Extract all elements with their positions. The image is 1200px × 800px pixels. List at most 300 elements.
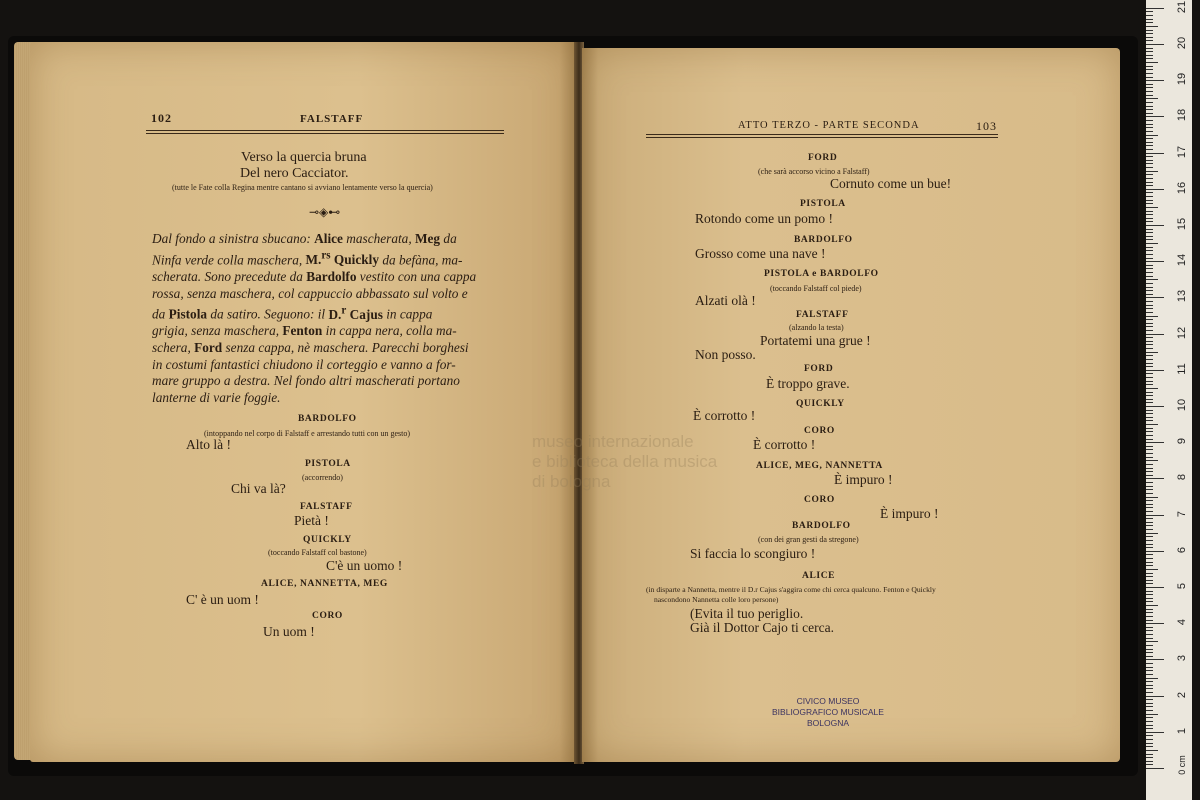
ruler-tick (1146, 341, 1153, 342)
ruler-tick (1146, 22, 1153, 23)
dialogue-line: Alzati olà ! (695, 293, 756, 308)
ruler-tick (1146, 254, 1153, 255)
ruler-tick (1146, 620, 1153, 621)
ruler-tick (1146, 540, 1153, 541)
ruler-tick (1146, 203, 1153, 204)
stage-direction-line: Ninfa verde colla maschera, M.$^{rs}$ Quickly da befàna, ma- (152, 249, 463, 268)
ruler-tick (1146, 384, 1153, 385)
stage-direction: (che sarà accorso vicino a Falstaff) (758, 167, 870, 176)
ruler-tick (1146, 95, 1153, 96)
ruler-number: 21 (1176, 0, 1188, 13)
ruler-tick (1146, 551, 1164, 552)
right-page-number: 103 (976, 119, 997, 133)
stamp-line: BIBLIOGRAFICO MUSICALE (772, 707, 884, 717)
ruler-tick (1146, 706, 1153, 707)
stage-direction: (in disparte a Nannetta, mentre il D.r Cajus s'aggira come chi cerca qualcuno. Fenton e Quickly (646, 585, 936, 594)
ruler-tick (1146, 355, 1153, 356)
ruler-tick (1146, 37, 1153, 38)
ruler-tick (1146, 106, 1153, 107)
ruler-tick (1146, 30, 1153, 31)
ruler-tick (1146, 308, 1153, 309)
dialogue-line: È corrotto ! (753, 437, 816, 452)
role-name: ALICE, NANNETTA, MEG (261, 579, 388, 589)
ruler-tick (1146, 326, 1153, 327)
ruler-tick (1146, 62, 1158, 63)
ruler-tick (1146, 276, 1153, 277)
ruler-tick (1146, 225, 1164, 226)
ruler-number: 1 (1176, 727, 1188, 734)
ruler-tick (1146, 232, 1153, 233)
ruler-tick (1146, 312, 1153, 313)
ruler-tick (1146, 363, 1153, 364)
dialogue-line: Non posso. (695, 347, 756, 362)
ruler-number: 7 (1176, 510, 1188, 517)
ornament: ⊸◈⊷ (309, 205, 341, 219)
ruler-tick (1146, 279, 1158, 280)
role-name: ALICE, MEG, NANNETTA (756, 461, 883, 471)
ruler-tick (1146, 258, 1153, 259)
ruler-number: 15 (1176, 217, 1188, 231)
ruler-tick (1146, 464, 1153, 465)
ruler-tick (1146, 576, 1153, 577)
ruler-number: 5 (1176, 582, 1188, 590)
stage-direction-line: grigia, senza maschera, Fenton in cappa nera, colla ma- (152, 323, 457, 339)
ruler-tick (1146, 373, 1153, 374)
ruler-tick (1146, 243, 1158, 244)
ruler-tick (1146, 87, 1153, 88)
ruler-number: 14 (1176, 254, 1188, 267)
ruler-tick (1146, 493, 1153, 494)
ruler-tick (1146, 294, 1153, 295)
ruler-tick (1146, 565, 1153, 566)
ruler-tick (1146, 446, 1153, 447)
ruler-tick (1146, 659, 1164, 660)
ruler-tick (1146, 229, 1153, 230)
ruler-tick (1146, 663, 1153, 664)
ruler-tick (1146, 116, 1164, 117)
measurement-ruler (1146, 0, 1192, 800)
ruler-tick (1146, 268, 1153, 269)
ruler-tick (1146, 478, 1164, 479)
ruler-tick (1146, 457, 1153, 458)
ruler-tick (1146, 544, 1153, 545)
stage-direction-line: mare gruppo a destra. Nel fondo altri mascherati portano (152, 373, 460, 389)
ruler-tick (1146, 98, 1158, 99)
left-running-head: FALSTAFF (300, 113, 364, 125)
ruler-tick (1146, 471, 1153, 472)
ruler-tick (1146, 703, 1153, 704)
ruler-number: 6 (1176, 546, 1188, 553)
dialogue-line: Alto là ! (186, 437, 231, 452)
ruler-tick (1146, 120, 1153, 121)
ruler-tick (1146, 366, 1153, 367)
ruler-tick (1146, 728, 1153, 729)
role-name: QUICKLY (303, 535, 352, 545)
role-name: CORO (804, 495, 835, 505)
ruler-tick (1146, 211, 1153, 212)
ruler-tick (1146, 330, 1153, 331)
role-name: BARDOLFO (794, 235, 853, 245)
ruler-tick (1146, 431, 1153, 432)
ruler-tick (1146, 667, 1153, 668)
verse-line: Del nero Cacciator. (240, 166, 349, 181)
ruler-tick (1146, 768, 1164, 769)
ruler-tick (1146, 156, 1153, 157)
ruler-tick (1146, 587, 1164, 588)
header-rule (146, 130, 504, 131)
stage-direction-paragraph (152, 231, 498, 407)
ruler-tick (1146, 189, 1164, 190)
ruler-tick (1146, 167, 1153, 168)
ruler-tick (1146, 297, 1164, 298)
ruler-number: 20 (1176, 36, 1188, 50)
ruler-tick (1146, 236, 1153, 237)
ruler-tick (1146, 739, 1153, 740)
ruler-tick (1146, 685, 1153, 686)
ruler-tick (1146, 265, 1153, 266)
header-rule (646, 134, 998, 135)
ruler-tick (1146, 402, 1153, 403)
ruler-tick (1146, 601, 1153, 602)
ruler-tick (1146, 417, 1153, 418)
dialogue-line: Pietà ! (294, 513, 329, 528)
ruler-tick (1146, 489, 1153, 490)
ruler-number: 17 (1176, 145, 1188, 158)
ruler-tick (1146, 221, 1153, 222)
stage-direction: (accorrendo) (302, 473, 343, 482)
ruler-tick (1146, 656, 1153, 657)
ruler-tick (1146, 80, 1164, 81)
ruler-tick (1146, 323, 1153, 324)
watermark-line: museo internazionale (532, 432, 694, 451)
ruler-number: 2 (1176, 691, 1188, 698)
ruler-tick (1146, 641, 1158, 642)
ruler-tick (1146, 623, 1164, 624)
ruler-tick (1146, 699, 1153, 700)
ruler-tick (1146, 84, 1153, 85)
ruler-tick (1146, 26, 1158, 27)
ruler-tick (1146, 497, 1158, 498)
ruler-tick (1146, 573, 1153, 574)
dialogue-line: Si faccia lo scongiuro ! (690, 546, 816, 561)
ruler-tick (1146, 439, 1153, 440)
ruler-tick (1146, 536, 1153, 537)
ruler-tick (1146, 518, 1153, 519)
ruler-tick (1146, 533, 1158, 534)
role-name: FORD (804, 364, 834, 374)
dialogue-line: Cornuto come un bue! (830, 176, 952, 191)
ruler-tick (1146, 218, 1153, 219)
ruler-tick (1146, 612, 1153, 613)
ruler-tick (1146, 449, 1153, 450)
ruler-tick (1146, 764, 1153, 765)
stage-direction: (toccando Falstaff col piede) (770, 284, 862, 293)
header-rule (646, 137, 998, 138)
ruler-tick (1146, 674, 1153, 675)
ruler-tick (1146, 69, 1153, 70)
stage-direction-line: lanterne di varie foggie. (152, 390, 281, 406)
ruler-tick (1146, 48, 1153, 49)
ruler-tick (1146, 681, 1153, 682)
ruler-tick (1146, 630, 1153, 631)
ruler-tick (1146, 283, 1153, 284)
role-name: FALSTAFF (300, 502, 353, 512)
ruler-number: 16 (1176, 181, 1188, 194)
dialogue-line: Grosso come una nave ! (695, 246, 826, 261)
role-name: PISTOLA (305, 459, 351, 469)
ruler-number: 8 (1176, 474, 1188, 481)
ruler-tick (1146, 714, 1158, 715)
ruler-tick (1146, 428, 1153, 429)
ruler-tick (1146, 142, 1153, 143)
ruler-tick (1146, 370, 1164, 371)
stage-direction: nascondono Nannetta colle loro persone) (654, 595, 779, 604)
library-stamp (770, 696, 886, 729)
ruler-tick (1146, 388, 1158, 389)
dialogue-line: È impuro ! (880, 506, 939, 521)
ruler-tick (1146, 580, 1153, 581)
ruler-tick (1146, 319, 1153, 320)
ruler-tick (1146, 15, 1153, 16)
ruler-number: 13 (1176, 290, 1188, 303)
ruler-tick (1146, 200, 1153, 201)
ruler-tick (1146, 359, 1153, 360)
ruler-tick (1146, 754, 1153, 755)
ruler-unit-label: 0 cm (1176, 755, 1187, 775)
ruler-tick (1146, 287, 1153, 288)
ruler-tick (1146, 44, 1164, 45)
ruler-number: 10 (1176, 398, 1188, 412)
ruler-tick (1146, 732, 1164, 733)
role-name: CORO (804, 426, 835, 436)
ruler-tick (1146, 51, 1153, 52)
ruler-tick (1146, 678, 1158, 679)
role-name: QUICKLY (796, 399, 845, 409)
ruler-tick (1146, 757, 1153, 758)
ruler-tick (1146, 735, 1153, 736)
right-page (582, 48, 1120, 762)
dialogue-line: C'è un uomo ! (326, 558, 403, 573)
ruler-tick (1146, 721, 1153, 722)
ruler-tick (1146, 395, 1153, 396)
role-name: FALSTAFF (796, 310, 849, 320)
ruler-tick (1146, 113, 1153, 114)
ruler-tick (1146, 424, 1158, 425)
dialogue-line: È impuro ! (834, 472, 893, 487)
ruler-tick (1146, 569, 1158, 570)
ruler-tick (1146, 750, 1158, 751)
ruler-tick (1146, 290, 1153, 291)
ruler-tick (1146, 348, 1153, 349)
role-name: BARDOLFO (792, 521, 851, 531)
ruler-tick (1146, 192, 1153, 193)
ruler-tick (1146, 138, 1153, 139)
ruler-tick (1146, 207, 1158, 208)
ruler-tick (1146, 562, 1153, 563)
ruler-tick (1146, 160, 1153, 161)
ruler-tick (1146, 591, 1153, 592)
dialogue-line: (Evita il tuo periglio. (690, 606, 804, 621)
ruler-tick (1146, 413, 1153, 414)
ruler-tick (1146, 11, 1153, 12)
ruler-tick (1146, 529, 1153, 530)
ruler-tick (1146, 482, 1153, 483)
stage-direction: (tutte le Fate colla Regina mentre cantano si avviano lentamente verso la quercia) (172, 183, 433, 192)
ruler-tick (1146, 261, 1164, 262)
ruler-tick (1146, 504, 1153, 505)
ruler-tick (1146, 511, 1153, 512)
ruler-tick (1146, 616, 1153, 617)
ruler-tick (1146, 77, 1153, 78)
ruler-tick (1146, 109, 1153, 110)
ruler-tick (1146, 486, 1153, 487)
ruler-tick (1146, 182, 1153, 183)
stage-direction: (alzando la testa) (789, 323, 844, 332)
ruler-number: 11 (1176, 363, 1188, 375)
ruler-tick (1146, 214, 1153, 215)
stage-direction-line: rossa, senza maschera, col cappuccio abbassato sul volto e (152, 285, 468, 301)
ruler-tick (1146, 250, 1153, 251)
ruler-number: 19 (1176, 73, 1188, 86)
role-name: BARDOLFO (298, 414, 357, 424)
ruler-tick (1146, 558, 1153, 559)
ruler-tick (1146, 475, 1153, 476)
ruler-tick (1146, 652, 1153, 653)
ruler-tick (1146, 247, 1153, 248)
stage-direction: (intoppando nel corpo di Falstaff e arrestando tutti con un gesto) (204, 429, 411, 438)
watermark-line: e biblioteca della musica (532, 452, 718, 471)
stage-direction-line: da Pistola da satiro. Seguono: il D.$^r$ Cajus in cappa (152, 304, 433, 322)
ruler-tick (1146, 594, 1153, 595)
ruler-tick (1146, 634, 1153, 635)
role-name: PISTOLA e BARDOLFO (764, 269, 879, 279)
ruler-number: 9 (1176, 438, 1188, 445)
dialogue-line: C' è un uom ! (186, 592, 259, 607)
ruler-tick (1146, 547, 1153, 548)
ruler-number: 18 (1176, 109, 1188, 122)
stamp-line: CIVICO MUSEO (796, 696, 860, 706)
ruler-tick (1146, 352, 1158, 353)
role-name: FORD (808, 153, 838, 163)
ruler-tick (1146, 453, 1153, 454)
ruler-tick (1146, 468, 1153, 469)
ruler-tick (1146, 149, 1153, 150)
dialogue-line: Già il Dottor Cajo ti cerca. (690, 620, 834, 635)
ruler-tick (1146, 638, 1153, 639)
verse-line: Verso la quercia bruna (241, 150, 367, 165)
ruler-tick (1146, 500, 1153, 501)
ruler-tick (1146, 239, 1153, 240)
stamp-line: BOLOGNA (806, 718, 850, 728)
watermark (532, 432, 717, 492)
ruler-tick (1146, 442, 1164, 443)
ruler-number: 3 (1176, 655, 1188, 662)
ruler-tick (1146, 178, 1153, 179)
ruler-tick (1146, 583, 1153, 584)
ruler-number: 12 (1176, 326, 1188, 339)
ruler-tick (1146, 627, 1153, 628)
header-rule (146, 133, 504, 134)
stage-direction-line: schera, Ford senza cappa, nè maschera. Parecchi borghesi (152, 340, 469, 356)
ruler-tick (1146, 19, 1153, 20)
ruler-tick (1146, 692, 1153, 693)
ruler-tick (1146, 33, 1153, 34)
ruler-tick (1146, 102, 1153, 103)
ruler-tick (1146, 609, 1153, 610)
ruler-tick (1146, 135, 1158, 136)
stage-direction-line: in costumi fantastici chiudono il corteggio e vanno a for- (152, 356, 456, 372)
ruler-tick (1146, 8, 1164, 9)
stage-direction-line: Dal fondo a sinistra sbucano: Alice mascherata, Meg da (152, 231, 457, 246)
ruler-tick (1146, 377, 1153, 378)
stage-direction: (con dei gran gesti da stregone) (758, 535, 859, 544)
ruler-number: 4 (1176, 619, 1188, 626)
ruler-tick (1146, 554, 1153, 555)
right-running-head: ATTO TERZO - PARTE SECONDA (738, 120, 920, 131)
ruler-tick (1146, 127, 1153, 128)
ruler-tick (1146, 171, 1158, 172)
ruler-tick (1146, 649, 1153, 650)
role-name: PISTOLA (800, 199, 846, 209)
ruler-tick (1146, 55, 1153, 56)
ruler-tick (1146, 645, 1153, 646)
watermark-line: di bologna (532, 472, 611, 491)
ruler-tick (1146, 163, 1153, 164)
ruler-tick (1146, 420, 1153, 421)
dialogue-line: È troppo grave. (766, 376, 850, 391)
ruler-tick (1146, 598, 1153, 599)
ruler-tick (1146, 124, 1153, 125)
ruler-tick (1146, 305, 1153, 306)
ruler-tick (1146, 58, 1153, 59)
stage-direction-line: scherata. Sono precedute da Bardolfo vestito con una cappa (152, 268, 477, 284)
ruler-tick (1146, 743, 1153, 744)
ruler-tick (1146, 710, 1153, 711)
ruler-tick (1146, 40, 1153, 41)
ruler-tick (1146, 515, 1164, 516)
dialogue-line: Un uom ! (263, 624, 315, 639)
ruler-tick (1146, 605, 1158, 606)
ruler-tick (1146, 670, 1153, 671)
left-page-number: 102 (151, 111, 172, 125)
dialogue-line: Rotondo come un pomo ! (695, 211, 833, 226)
ruler-tick (1146, 696, 1164, 697)
ruler-tick (1146, 725, 1153, 726)
ruler-tick (1146, 301, 1153, 302)
ruler-tick (1146, 507, 1153, 508)
ruler-tick (1146, 145, 1153, 146)
role-name: ALICE (802, 571, 836, 581)
ruler-tick (1146, 131, 1153, 132)
ruler-tick (1146, 381, 1153, 382)
ruler-tick (1146, 392, 1153, 393)
ruler-tick (1146, 91, 1153, 92)
ruler-tick (1146, 272, 1153, 273)
ruler-tick (1146, 185, 1153, 186)
ruler-tick (1146, 174, 1153, 175)
ruler-tick (1146, 66, 1153, 67)
ruler-tick (1146, 406, 1164, 407)
ruler-tick (1146, 525, 1153, 526)
ruler-tick (1146, 688, 1153, 689)
ruler-tick (1146, 399, 1153, 400)
dialogue-line: Portatemi una grue ! (760, 333, 871, 348)
role-name: CORO (312, 611, 343, 621)
ruler-tick (1146, 761, 1153, 762)
ruler-tick (1146, 153, 1164, 154)
ruler-tick (1146, 746, 1153, 747)
stage-direction: (toccando Falstaff col bastone) (268, 548, 367, 557)
